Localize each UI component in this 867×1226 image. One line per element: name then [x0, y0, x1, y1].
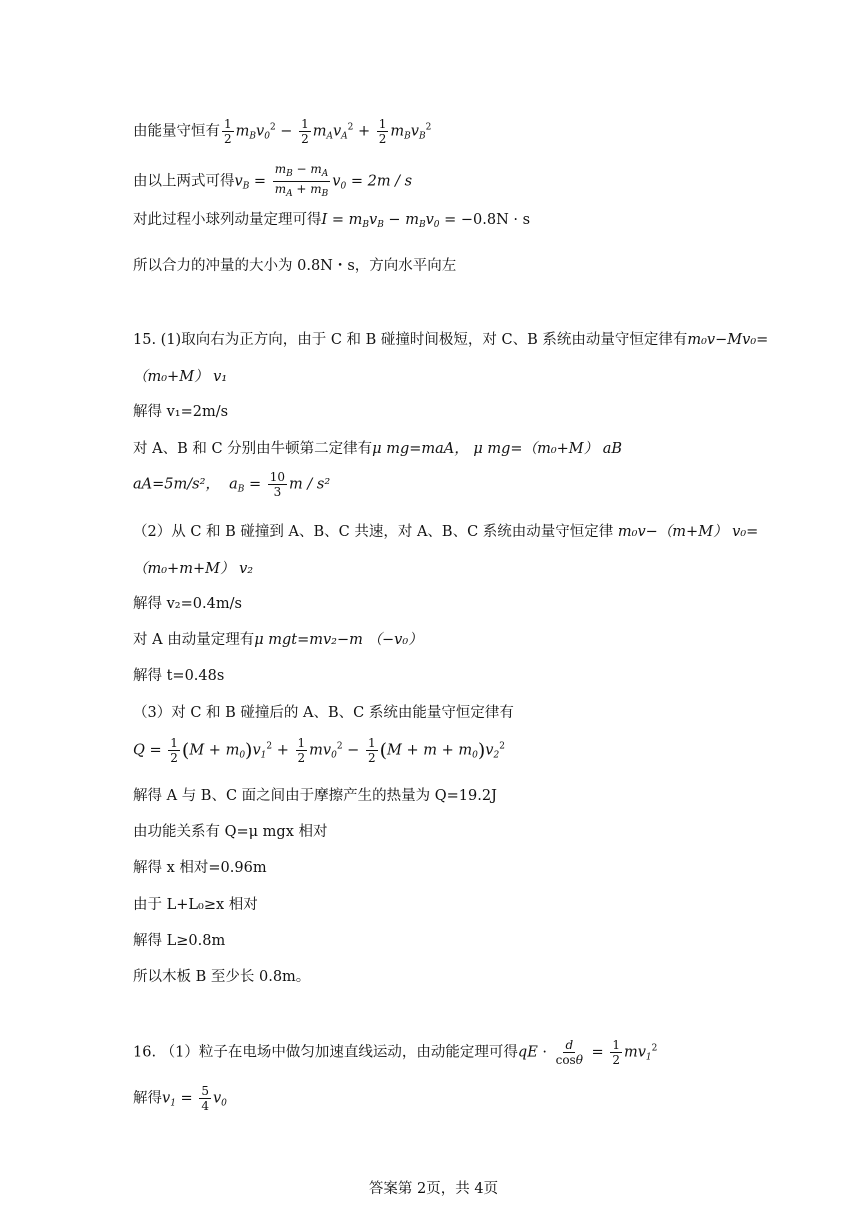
p15-q1-statement: 15. (1)取向右为正方向，由于 C 和 B 碰撞时间极短，对 C、B 系统由动量守恒定律有m₀v−Mv₀= [133, 332, 769, 348]
p15-time-result: 解得 t=0.48s [133, 668, 225, 684]
vb-result-line: 由以上两式可得$v_B$ = $\frac{m_B - m_A}{m_A + m_B}$ $v_0 = 2m / s$ [133, 162, 413, 199]
p16-v1-result: 解得$v_1$ = $\frac{5}{4}$ $v_0$ [133, 1084, 227, 1113]
p15-q1-statement-cont: （m₀+M） v₁ [133, 369, 228, 385]
p15-condition: 由于 L+L₀≥x 相对 [133, 897, 258, 913]
energy-conservation-line: 由能量守恒有 $\frac{1}{2}$ $m_Bv_0^2$ − $\frac{1}{2}$ $m_Av_A^2$ + $\frac{1}{2}$ $m_Bv_B^2$ [133, 117, 432, 146]
p15-acceleration-line: aA=5m/s²， $a_B$ = $\frac{10}{3}$ m / s² [133, 470, 331, 499]
impulse-conclusion: 所以合力的冲量的大小为 0.8N・s，方向水平向左 [133, 258, 457, 274]
p15-q2-statement: （2）从 C 和 B 碰撞到 A、B、C 共速，对 A、B、C 系统由动量守恒定律 m₀v−（m+M） v₀= [133, 524, 759, 540]
p15-heat-result: 解得 A 与 B、C 面之间由于摩擦产生的热量为 Q=19.2J [133, 788, 497, 804]
impulse-line: 对此过程小球列动量定理可得$I = m_Bv_B - m_Bv_0 = -0.8N \cdot s$ [133, 212, 531, 230]
p15-conclusion: 所以木板 B 至少长 0.8m。 [133, 969, 311, 985]
p15-q2-statement-cont: （m₀+m+M） v₂ [133, 561, 254, 577]
p15-L-result: 解得 L≥0.8m [133, 933, 226, 949]
p15-q3-statement: （3）对 C 和 B 碰撞后的 A、B、C 系统由能量守恒定律有 [133, 705, 514, 721]
p16-q1-statement: 16. （1）粒子在电场中做匀加速直线运动，由动能定理可得qE · $\frac{d}{\cos\theta}$ = $\frac{1}{2}$ $mv_1^2$ [133, 1038, 658, 1067]
page-footer: 答案第 2页，共 4页 [368, 1181, 499, 1197]
p15-work-energy: 由功能关系有 Q=μ mgx 相对 [133, 824, 328, 840]
p15-v2-result: 解得 v₂=0.4m/s [133, 596, 242, 612]
p15-newton-line: 对 A、B 和 C 分别由牛顿第二定律有μ mg=maA， μ mg=（m₀+M） aB [133, 441, 623, 457]
p15-momentum-theorem: 对 A 由动量定理有μ mgt=mv₂−m （−v₀） [133, 632, 423, 648]
p15-v1-result: 解得 v₁=2m/s [133, 404, 229, 420]
p15-energy-equation: Q = $\frac{1}{2}$ $(M + m_0)v_1^2$ + $\frac{1}{2}$ $mv_0^2$ − $\frac{1}{2}$ $(M + m + m_0)v_2^2$ [133, 736, 505, 765]
p15-x-result: 解得 x 相对=0.96m [133, 860, 267, 876]
